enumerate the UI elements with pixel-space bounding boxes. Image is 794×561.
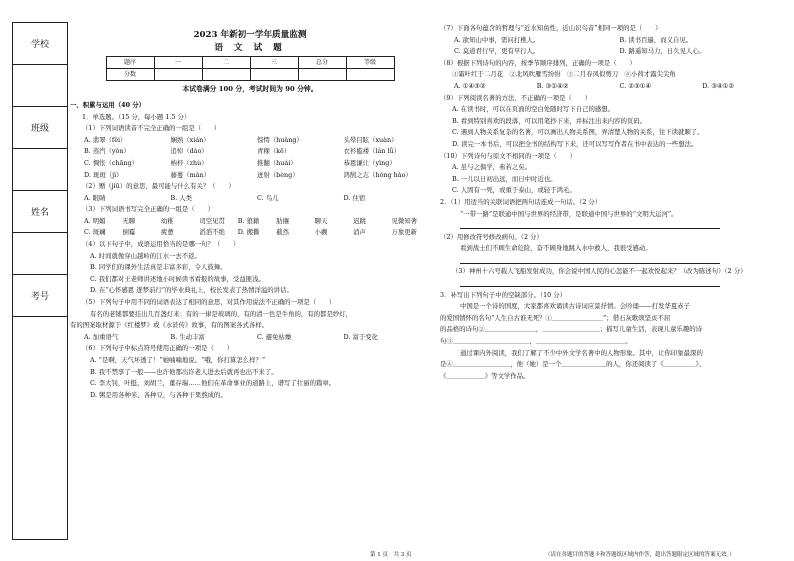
question-line: C. 人固有一死，或重于泰山，或轻于鸿毛。 [452, 186, 576, 195]
question-line: 句③＿＿＿＿＿＿＿＿＿＿＿＿，＿＿＿＿＿＿＿＿＿＿＿＿＿＿。 [440, 337, 632, 346]
answer-line[interactable] [440, 254, 785, 266]
binding-label: 学校 [13, 23, 67, 65]
binding-field[interactable] [13, 317, 67, 359]
question-line: （2）赠（jiū）的意思，最可能与什么有关？（ ） [82, 182, 235, 191]
question-line: 的品格的诗句②＿＿＿＿＿＿＿＿，＿＿＿＿＿＿＿＿＿；描写儿童生活，表现儿童乐趣的诗 [440, 325, 703, 334]
option-row [70, 145, 430, 157]
option-text: 推翻（huái） [257, 158, 297, 167]
question-line: D. 读完一本书后，可以把全书的结构写下来，还可以写写作者在书中表达的一些想法。 [452, 139, 698, 148]
option-row [440, 80, 785, 92]
section-heading: 一、积累与运用（40 分） [70, 100, 146, 109]
question-line: （10）下列诗句与原文不相同的一项是（ ） [440, 151, 576, 160]
option-text: 疲惫 [160, 228, 174, 237]
score-cell[interactable] [298, 69, 346, 81]
option-text: C. 避免枯燥 [257, 332, 292, 341]
question-line: B. 我不禁享了一般——也许他那出诈老人进去后就再也出不来了。 [90, 367, 278, 376]
question-line: A. “是啊，天气坏透了！”她喃喃地说。“哦，你打算怎么样？” [90, 356, 266, 365]
question-line: C. 李大钊，叶挺，刘胡兰，董存瑞……他们在革命事业的道路上，谱写了壮丽的篇章。 [90, 379, 336, 388]
score-table-header: 二 [202, 57, 250, 69]
option-row [440, 45, 785, 57]
option-text: D. ③④①② [702, 81, 735, 90]
exam-note: 本试卷满分 100 分，考试时间为 90 分钟。 [182, 85, 318, 94]
question-line: 2．（1）用适当的关联词语把两句话连成一句话。（2 分） [440, 197, 602, 206]
option-text: A. 翡翠（fěi） [84, 135, 127, 144]
score-table-header: 总分 [298, 57, 346, 69]
option-text: C. 惆怅（chāng） [84, 158, 138, 167]
option-row [70, 215, 430, 227]
option-text: B. 狼籍 [237, 216, 260, 225]
option-text: C. 莫道君行早，更有早行人。 [454, 47, 540, 56]
score-table-header: 一 [154, 57, 202, 69]
score-row-label: 分数 [106, 69, 154, 81]
footer-notice: （请在各题目的答题卡和答题纸区域内作答，超出答题限定区域的答案无效。） [545, 552, 735, 558]
score-cell[interactable] [154, 69, 202, 81]
option-text: 肋攘 [276, 216, 289, 225]
question-line: C. 遇到人物关系复杂的名著，可以画出人物关系图，弄清楚人物的关系，往下读就顺了。 [452, 128, 704, 137]
option-text: 鸿鹄之志（hóng hào） [343, 170, 412, 179]
question-line: ①霜叶红于二月花 ②北风吹雁雪纷纷 ③二月春风似剪刀 ④小荷才露尖尖角 [452, 70, 676, 79]
question-line: （4）以下句子中，成语运用恰当的是哪一句？（ ） [82, 240, 240, 249]
option-text: 聊天 [314, 216, 328, 225]
option-text: A. 加重语气 [84, 332, 119, 341]
question-line: B. 同学们的课外生活真是丰富多彩，令人鼓舞。 [90, 263, 227, 272]
option-text: A. 明媚 [84, 216, 106, 225]
option-row [70, 169, 430, 181]
option-text: D. 富于变化 [343, 332, 379, 341]
option-text: A. 欲知山中事，需问打樵人。 [454, 35, 540, 44]
option-text: 迟跳 [353, 216, 366, 225]
question-line: （6）下列句子中标点符号使用正确的一项是（ ） [82, 344, 234, 353]
score-table-header: 三 [250, 57, 298, 69]
question-line: 是④＿＿＿＿＿＿＿＿＿，他（她）是一个＿＿＿＿＿＿＿的人，你还阅读了《＿＿＿＿＿》、 [440, 360, 706, 369]
option-text: B. 生动丰富 [170, 332, 205, 341]
page-number: 第 1 页 共 3 页 [370, 552, 412, 558]
binding-field[interactable] [13, 149, 67, 191]
question-line: 1．单选题。（15 分，每小题 1.5 分） [82, 112, 191, 121]
answer-line[interactable] [440, 277, 785, 289]
option-text: B. 人类 [170, 193, 193, 202]
question-line: （3）神州十六号载人飞船发射成功，你会说中国人民的心怎能不一起欢悦起来？（改为陈述句）（2 分） [452, 267, 747, 276]
option-text: 司空见贯 [199, 216, 225, 225]
question-line: （2）用修改符号修改病句。（2 分） [440, 232, 543, 241]
option-text: 小觑 [314, 228, 328, 237]
question-line: 通过课内外阅读，我们了解了不少中外文学名著中的人物形象。其中，让你印象最深的 [460, 348, 703, 357]
score-cell[interactable] [346, 69, 394, 81]
question-line: 的爱国情怀的名句“人生自古谁无死？①＿＿＿＿＿＿＿＿”；借石灰歌颂坚贞不屈 [440, 313, 671, 322]
question-line: （3）下列词语书写完全正确的一组是（ ） [82, 205, 214, 214]
right-column-questions [440, 22, 785, 381]
option-text: D. 斑斑（jì） [84, 170, 123, 179]
option-text: 头晕目眩（xuàn） [343, 135, 398, 144]
option-text: 万象更新 [391, 228, 418, 237]
question-line: A. 时间就像穿山越岭的江水一去不返。 [90, 251, 201, 260]
option-text: D. 住宿 [343, 193, 366, 202]
binding-field[interactable] [13, 65, 67, 107]
option-text: 无聊 [122, 216, 136, 225]
option-text: 衣衫褴褛（lán lǚ） [343, 147, 401, 156]
option-text: B. 蒸汽（yǒn） [84, 147, 130, 156]
question-line: 中国是一个诗的国度，大家都喜欢诵读古诗词应景抒情。会吟诵——打发华夏赤子 [460, 302, 691, 311]
question-line: B. 一儿以日初出远，而日中时近也。 [452, 174, 557, 183]
option-text: 青稞（kē） [257, 147, 291, 156]
option-text: B. ③①④② [536, 81, 569, 90]
question-line: A. 在读书时，可以在页面的空白处随时写下自己的感想。 [452, 105, 615, 114]
question-line: 《＿＿＿＿＿＿》等文学作品。 [440, 371, 530, 380]
question-line: B. 看到特别喜欢的段落，可以用笔抄下来，并标注出来内容的页码。 [452, 116, 647, 125]
option-text: 藤蔓（màn） [170, 170, 211, 179]
option-row [70, 331, 430, 343]
option-row [70, 226, 430, 238]
option-row [70, 157, 430, 169]
question-line: “一带一路”是联通中国与世界的经济带，是联通中国与世界的“文明大运河”。 [460, 209, 678, 218]
score-cell[interactable] [250, 69, 298, 81]
binding-field[interactable] [13, 233, 67, 275]
option-text: 恭恩谦让（yìng） [343, 158, 396, 167]
question-line: （1）下列词语读音不完全正确的一组是（ ） [82, 124, 221, 133]
left-column [70, 22, 430, 400]
score-table-header: 题序 [106, 57, 154, 69]
option-text: 追悼（dào） [170, 147, 208, 156]
option-text: C. ②③①④ [619, 81, 652, 90]
option-row [440, 34, 785, 46]
option-text: A. ①④③② [454, 81, 486, 90]
option-row [70, 134, 430, 146]
option-text: 幼稚 [160, 216, 174, 225]
option-text: B. 读书百遍，而义自见。 [619, 35, 693, 44]
option-text: 滔滔不绝 [199, 228, 225, 237]
option-text: 见微知著 [391, 216, 418, 225]
binding-label: 班级 [13, 107, 67, 149]
option-text: D. 路遥知马力，日久见人心。 [619, 47, 706, 56]
question-line: （8）根据下列诗句的内容，按季节顺序排列，正确的一项是（ ） [440, 58, 636, 67]
question-line: 有名的老铺都要挂出几百盏灯来：有的一律是玻璃的，有的清一色是牛角的，有的都是纱灯， [90, 309, 353, 318]
exam-subtitle: 语 文 试 题 [214, 42, 286, 53]
answer-line[interactable] [440, 219, 785, 231]
score-cell[interactable] [202, 69, 250, 81]
option-text: D. 搬撕 [237, 228, 260, 237]
option-row [70, 192, 430, 204]
question-line: D. 在“心怀感恩 逐梦前行”的毕业典礼上，校长发表了热情洋溢的讲话。 [90, 286, 293, 295]
option-text: 娴熟（xián） [170, 135, 210, 144]
option-text: 消声 [353, 228, 366, 237]
question-line: （5）下列句子中用不同的词语表达了相同的意思，对其作用说法不正确的一项是（ ） [82, 298, 336, 307]
binding-label: 姓名 [13, 191, 67, 233]
binding-column [12, 22, 68, 540]
option-text: 倒霉 [122, 228, 136, 237]
question-line: A. 虽与之俱学，弗若之矣。 [452, 163, 531, 172]
option-text: C. 鸟儿 [257, 193, 279, 202]
option-text: 迸射（bèng） [257, 170, 299, 179]
left-column-questions [70, 99, 430, 400]
question-line: 看到战士们不顾生命危险，奋不顾身地跳入水中救人，我很受感动。 [460, 244, 652, 253]
option-text: 惊愕（huàng） [257, 135, 303, 144]
option-text: 枘杼（zhù） [170, 158, 208, 167]
option-text: C. 斑斓 [84, 228, 106, 237]
score-table [106, 56, 395, 81]
exam-title: 2023 年新初一学年质量监测 [193, 30, 307, 40]
score-table-header: 等级 [346, 57, 394, 69]
binding-label: 考号 [13, 275, 67, 317]
question-line: 有的图案取材源于《红楼梦》或《水浒传》故事，有的图案各式各样。 [70, 321, 269, 330]
question-line: （7）下面各句蕴含的哲理与“近水知鱼性，近山识鸟音”相同一项的是（ ） [440, 24, 662, 32]
option-text: A. 眼睛 [84, 193, 106, 202]
question-line: C. 我们都对王老师讲述地小时候读书看报的故事，受益匪浅。 [90, 274, 265, 283]
question-line: D. 粥是用各种米、各种豆，与各种干果熬成的。 [90, 390, 227, 399]
right-column [440, 22, 785, 381]
question-line: （9）下列阅读名著的方法，不正确的一项是（ ） [440, 93, 592, 102]
question-line: 3．补写出下列句子中的空缺部分。（10 分） [440, 290, 567, 299]
option-text: 截然 [276, 228, 289, 237]
